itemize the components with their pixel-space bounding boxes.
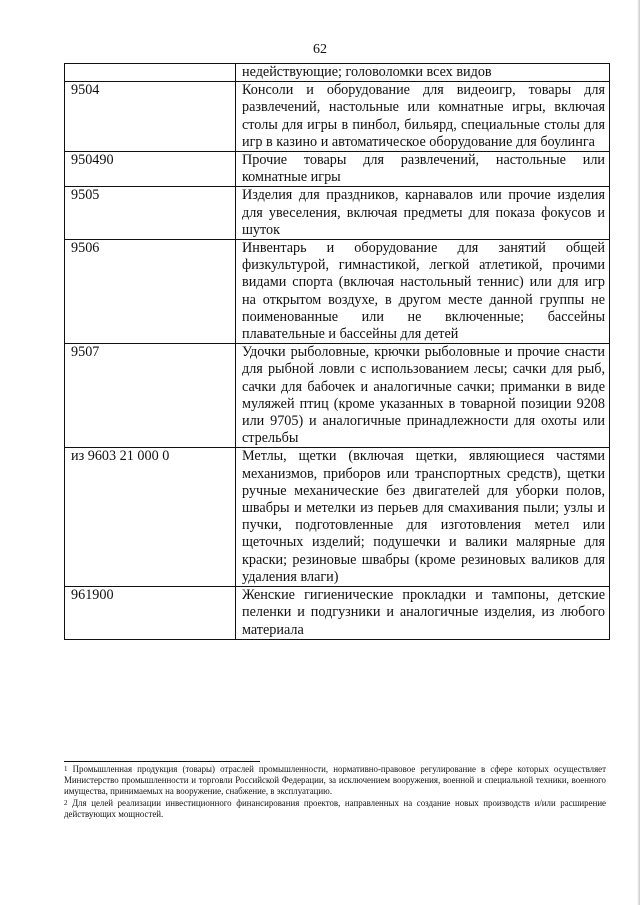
- code-cell: [65, 64, 236, 82]
- code-cell: 9504: [65, 82, 236, 152]
- description-cell: Консоли и оборудование для видеоигр, товары для развлечений, настольные или комнатные игры, включая столы для игры в пинбол, бильярд, специальные столы для игр в казино и автоматическое оборудование для боулинга: [236, 82, 610, 152]
- code-cell: из 9603 21 000 0: [65, 448, 236, 587]
- code-cell: 9506: [65, 240, 236, 344]
- description-cell: Прочие товары для развлечений, настольные или комнатные игры: [236, 152, 610, 187]
- table-row: [65, 64, 610, 82]
- code-cell: 961900: [65, 587, 236, 640]
- commodity-code-table: [64, 63, 610, 640]
- description-cell: Удочки рыболовные, крючки рыболовные и прочие снасти для рыбной ловли с использованием лесы; сачки для рыб, сачки для бабочек и аналогичные сачки; приманки в виде муляжей птиц (кроме указанных в товарной позиции 9208 или 9705) и аналогичные принадлежности для охоты или стрельбы: [236, 344, 610, 448]
- footnote-separator: [64, 761, 260, 762]
- table-row: [65, 82, 610, 152]
- description-cell: Инвентарь и оборудование для занятий общей физкультурой, гимнастикой, легкой атлетикой, прочими видами спорта (включая настольный теннис) или для игр на открытом воздухе, в другом месте данной группы не поименованные или не включенные; бассейны плавательные и бассейны для детей: [236, 240, 610, 344]
- page-number: 62: [313, 42, 327, 57]
- footnote-text: Для целей реализации инвестиционного финансирования проектов, направленных на создание новых производств и/или расширение действующих мощностей.: [64, 797, 607, 819]
- table-row: [65, 587, 610, 640]
- code-cell: 950490: [65, 152, 236, 187]
- table-row: [65, 240, 610, 344]
- description-cell: недействующие; головоломки всех видов: [236, 64, 610, 82]
- table-row: [65, 448, 610, 587]
- table-row: [65, 344, 610, 448]
- footnote-marker: 1: [64, 765, 68, 773]
- footnotes: [64, 764, 606, 820]
- table-row: [65, 152, 610, 187]
- description-cell: Изделия для праздников, карнавалов или прочие изделия для увеселения, включая предметы для показа фокусов и шуток: [236, 187, 610, 240]
- description-cell: Метлы, щетки (включая щетки, являющиеся частями механизмов, приборов или транспортных средств), щетки ручные механические без двигателей для уборки полов, швабры и метелки из перьев для смахивания пыли; узлы и пучки, подготовленные для изготовления метел или щеточных изделий; подушечки и валики малярные для краски; резиновые швабры (кроме резиновых валиков для удаления влаги): [236, 448, 610, 587]
- code-cell: 9505: [65, 187, 236, 240]
- description-cell: Женские гигиенические прокладки и тампоны, детские пеленки и подгузники и аналогичные изделия, из любого материала: [236, 587, 610, 640]
- table-row: [65, 187, 610, 240]
- code-cell: 9507: [65, 344, 236, 448]
- footnote: [64, 764, 606, 798]
- footnote-text: Промышленная продукция (товары) отраслей промышленности, нормативно-правовое регулирование в сфере которых осуществляет Министерство промышленности и торговли Российской Федерации, за исключением вооружения, военной и специальной техники, военного имущества, принимаемых на вооружение, снабжение, в эксплуатацию.: [64, 764, 606, 797]
- footnote-marker: 2: [64, 798, 68, 807]
- footnote: [64, 798, 606, 820]
